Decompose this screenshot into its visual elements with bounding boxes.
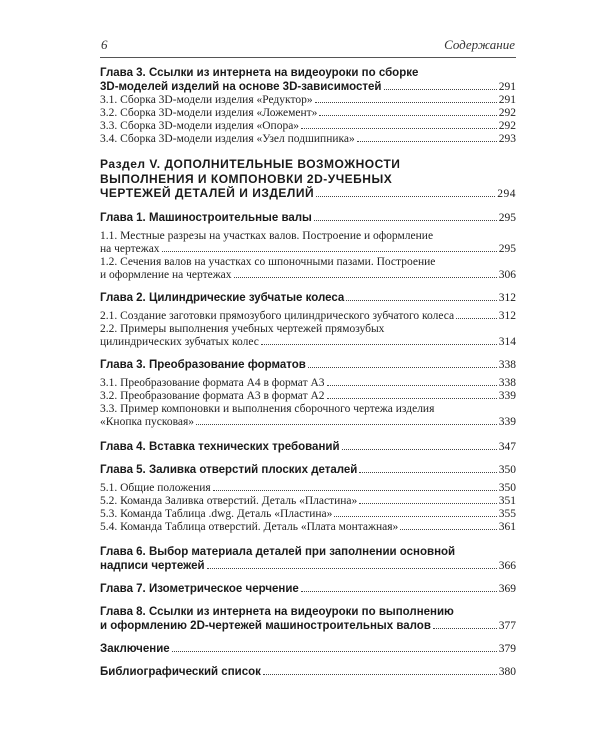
page-ref: 295 bbox=[498, 242, 516, 255]
toc-chapter-title: Глава 4. Вставка технических требований bbox=[100, 440, 340, 453]
page-ref: 351 bbox=[498, 494, 516, 507]
toc-entry-title-line: 1.2. Сечения валов на участках со шпоночными пазами. Построение bbox=[100, 255, 436, 268]
leader-dots bbox=[162, 251, 497, 252]
toc-entry[interactable] bbox=[100, 107, 516, 120]
toc-entry-title: 3.2. Преобразование формата А3 в формат А2 bbox=[100, 389, 325, 402]
page-ref: 338 bbox=[498, 358, 516, 371]
page-ref: 312 bbox=[498, 309, 516, 322]
toc-chapter-title: Глава 2. Цилиндрические зубчатые колеса bbox=[100, 291, 345, 304]
leader-dots bbox=[196, 424, 497, 425]
leader-dots bbox=[172, 651, 497, 652]
toc-chapter-heading bbox=[100, 545, 516, 573]
toc-entry[interactable] bbox=[100, 243, 516, 256]
toc-entry[interactable] bbox=[100, 521, 516, 534]
leader-dots bbox=[316, 196, 495, 197]
toc-part-title-line: Раздел V. ДОПОЛНИТЕЛЬНЫЕ ВОЗМОЖНОСТИ bbox=[100, 157, 401, 171]
leader-dots bbox=[327, 398, 497, 399]
leader-dots bbox=[456, 318, 497, 319]
page-ref: 379 bbox=[498, 642, 516, 655]
leader-dots bbox=[263, 674, 497, 675]
toc-chapter-title-line: и оформлению 2D-чертежей машиностроительных валов bbox=[100, 619, 431, 632]
toc-entry-title-line: и оформление на чертежах bbox=[100, 268, 232, 281]
toc-chapter-heading bbox=[100, 605, 516, 633]
toc-conclusion[interactable] bbox=[100, 642, 516, 656]
toc-entry-title-line: 1.1. Местные разрезы на участках валов. Построение и оформление bbox=[100, 229, 434, 242]
leader-dots bbox=[357, 141, 497, 142]
toc-entry-title-line: цилиндрических зубчатых колес bbox=[100, 335, 259, 348]
toc-entry[interactable] bbox=[100, 186, 516, 202]
page-ref: 347 bbox=[498, 440, 516, 453]
page-ref: 314 bbox=[498, 335, 516, 348]
toc-entry-title: 3.1. Сборка 3D-модели изделия «Редуктор» bbox=[100, 94, 313, 106]
toc-entry-title: 3.1. Преобразование формата А4 в формат А3 bbox=[100, 376, 325, 389]
toc-entry-title: 2.1. Создание заготовки прямозубого цилиндрического зубчатого колеса bbox=[100, 309, 455, 322]
toc-entry[interactable] bbox=[100, 336, 516, 349]
toc-chapter-title-line: надписи чертежей bbox=[100, 559, 205, 572]
toc-chapter-title-line: 3D-моделей изделий на основе 3D-зависимостей bbox=[100, 81, 382, 93]
table-of-contents bbox=[100, 66, 516, 679]
toc-entry-title: 5.3. Команда Таблица .dwg. Деталь «Пластина» bbox=[100, 507, 333, 520]
toc-entry[interactable] bbox=[100, 495, 516, 508]
toc-chapter-heading[interactable] bbox=[100, 211, 516, 225]
toc-entry[interactable] bbox=[100, 310, 516, 323]
leader-dots bbox=[301, 591, 497, 592]
header-divider bbox=[100, 57, 516, 58]
leader-dots bbox=[359, 472, 496, 473]
page-ref: 350 bbox=[498, 481, 516, 494]
toc-entry-title-line: 3.3. Пример компоновки и выполнения сборочного чертежа изделия bbox=[100, 402, 435, 415]
toc-chapter-title: Библиографический список bbox=[100, 665, 261, 678]
toc-chapter-title-line: Глава 3. Ссылки из интернета на видеоуроки по сборке bbox=[100, 67, 419, 79]
toc-chapter-title: Заключение bbox=[100, 642, 170, 655]
page-ref: 294 bbox=[497, 188, 516, 200]
leader-dots bbox=[319, 115, 496, 116]
toc-chapter-title: Глава 1. Машиностроительные валы bbox=[100, 211, 312, 224]
toc-entry[interactable] bbox=[100, 94, 516, 107]
toc-entry[interactable] bbox=[100, 390, 516, 403]
leader-dots bbox=[342, 449, 497, 450]
page-ref: 293 bbox=[498, 133, 516, 145]
toc-entry[interactable] bbox=[100, 559, 516, 573]
toc-entry-title-line: «Кнопка пусковая» bbox=[100, 415, 195, 428]
page-ref: 339 bbox=[498, 389, 516, 402]
leader-dots bbox=[261, 344, 497, 345]
page-ref: 291 bbox=[498, 94, 516, 106]
page-ref: 339 bbox=[498, 415, 516, 428]
toc-chapter-heading[interactable] bbox=[100, 358, 516, 372]
leader-dots bbox=[308, 367, 497, 368]
page-ref: 291 bbox=[498, 81, 516, 93]
toc-entry[interactable] bbox=[100, 133, 516, 146]
page-ref: 361 bbox=[498, 520, 516, 533]
leader-dots bbox=[433, 628, 497, 629]
toc-entry[interactable] bbox=[100, 508, 516, 521]
page-ref: 295 bbox=[498, 211, 516, 224]
leader-dots bbox=[314, 220, 497, 221]
toc-entry-title: 3.2. Сборка 3D-модели изделия «Ложемент» bbox=[100, 107, 318, 119]
page-ref: 355 bbox=[498, 507, 516, 520]
page-ref: 350 bbox=[498, 463, 516, 476]
toc-part-title-line: ВЫПОЛНЕНИЯ И КОМПОНОВКИ 2D-УЧЕБНЫХ bbox=[100, 171, 393, 186]
toc-entry-title: 5.1. Общие положения bbox=[100, 481, 211, 494]
toc-chapter-title-line: Глава 8. Ссылки из интернета на видеоуроки по выполнению bbox=[100, 605, 454, 618]
leader-dots bbox=[334, 516, 496, 517]
toc-entry[interactable] bbox=[100, 269, 516, 282]
leader-dots bbox=[213, 490, 497, 491]
toc-entry[interactable] bbox=[100, 619, 516, 633]
toc-part-heading bbox=[100, 157, 516, 202]
leader-dots bbox=[359, 503, 496, 504]
toc-part-title-line: ЧЕРТЕЖЕЙ ДЕТАЛЕЙ И ИЗДЕЛИЙ bbox=[100, 186, 315, 200]
toc-entry[interactable] bbox=[100, 120, 516, 133]
toc-chapter-title: Глава 5. Заливка отверстий плоских деталей bbox=[100, 463, 358, 476]
toc-entry-title-line: на чертежах bbox=[100, 242, 160, 255]
toc-chapter-title-line: Глава 6. Выбор материала деталей при заполнении основной bbox=[100, 545, 456, 558]
page-ref: 377 bbox=[498, 619, 516, 632]
running-header: Содержание bbox=[444, 37, 515, 52]
page-ref: 369 bbox=[498, 582, 516, 595]
leader-dots bbox=[327, 385, 497, 386]
toc-entry-title-line: 2.2. Примеры выполнения учебных чертежей прямозубых bbox=[100, 322, 385, 335]
toc-chapter-heading[interactable] bbox=[100, 440, 516, 454]
leader-dots bbox=[301, 128, 497, 129]
toc-entry-title: 3.4. Сборка 3D-модели изделия «Узел подшипника» bbox=[100, 133, 355, 145]
toc-entry-title: 3.3. Сборка 3D-модели изделия «Опора» bbox=[100, 120, 300, 132]
page-number: 6 bbox=[101, 37, 108, 52]
toc-entry[interactable] bbox=[100, 416, 516, 429]
page-ref: 306 bbox=[498, 268, 516, 281]
leader-dots bbox=[384, 89, 497, 90]
toc-chapter-heading[interactable] bbox=[100, 291, 516, 305]
toc-bibliography[interactable] bbox=[100, 665, 516, 679]
toc-entry-title: 5.2. Команда Заливка отверстий. Деталь «Пластина» bbox=[100, 494, 358, 507]
leader-dots bbox=[315, 102, 497, 103]
page-ref: 312 bbox=[498, 291, 516, 304]
toc-chapter-title: Глава 7. Изометрическое черчение bbox=[100, 582, 299, 595]
leader-dots bbox=[400, 529, 496, 530]
toc-entry[interactable] bbox=[100, 482, 516, 495]
toc-entry[interactable] bbox=[100, 377, 516, 390]
toc-chapter-heading[interactable] bbox=[100, 582, 516, 596]
toc-entry-title: 5.4. Команда Таблица отверстий. Деталь «Плата монтажная» bbox=[100, 520, 399, 533]
page-ref: 338 bbox=[498, 376, 516, 389]
leader-dots bbox=[234, 277, 497, 278]
toc-chapter-title: Глава 3. Преобразование форматов bbox=[100, 358, 306, 371]
page-ref: 366 bbox=[498, 559, 516, 572]
page-ref: 292 bbox=[498, 107, 516, 119]
toc-chapter-heading bbox=[100, 66, 516, 94]
toc-entry[interactable] bbox=[100, 80, 516, 94]
toc-chapter-heading[interactable] bbox=[100, 463, 516, 477]
leader-dots bbox=[207, 568, 497, 569]
page-ref: 380 bbox=[498, 665, 516, 678]
leader-dots bbox=[346, 300, 496, 301]
page-ref: 292 bbox=[498, 120, 516, 132]
